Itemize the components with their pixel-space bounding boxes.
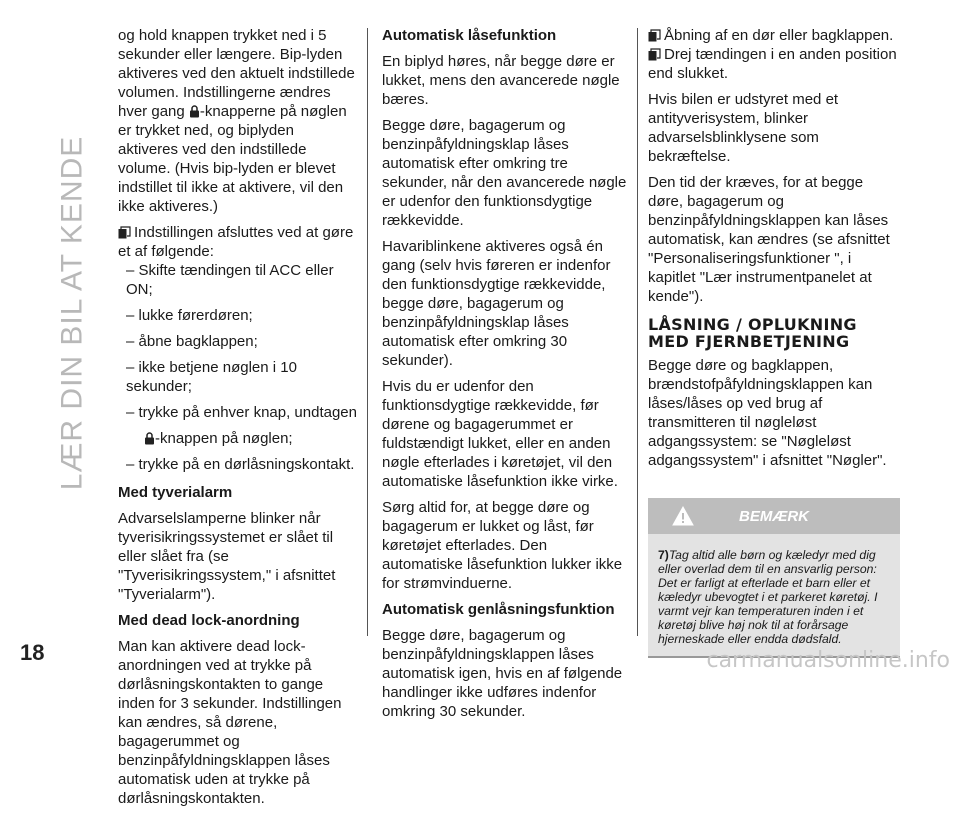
warning-icon xyxy=(672,506,694,526)
note-body xyxy=(648,534,900,658)
column-3 xyxy=(648,26,900,658)
note-text: Tag altid alle børn og kæledyr med dig eller overlad dem til en ansvarlig person: Det er farligt at efterlade et barn eller et kæledyr ubevogtet i et parkeret køretøj. I varmt vejr kan temperaturen inden i et køretøj blive høj nok til at forårsage hjerneskade eller endda dødsfald. xyxy=(658,548,878,646)
page-number: 18 xyxy=(20,640,45,665)
column-divider xyxy=(637,28,638,636)
paragraph: Man kan aktivere dead lock-anordningen ved at trykke på dørlåsningskontakten to gange inden for 3 sekunder. Indstillingen kan ændres, så dørene, bagagerummet og benzinpåfyldningsklappen låses automatisk uden at trykke på dørlåsningskontakten. xyxy=(118,638,342,807)
section-title: LÅSNING / OPLUKNING MED FJERNBETJENING xyxy=(648,315,857,351)
note-title: BEMÆRK xyxy=(739,507,809,525)
lock-icon xyxy=(189,105,200,118)
list-item: – Skifte tændingen til ACC eller ON; xyxy=(126,262,334,298)
subheading: Automatisk låsefunktion xyxy=(382,27,557,44)
list-item: – trykke på enhver knap, undtagen xyxy=(126,404,357,421)
checkbox-bullet-icon xyxy=(648,48,661,61)
paragraph: Begge døre, bagagerum og benzinpåfyldningsklappen låses automatisk igen, hvis en af følgende handlinger ikke udføres indenfor omkring 30 sekunder. xyxy=(382,627,623,720)
subheading: Med tyverialarm xyxy=(118,484,233,501)
list-item: -knappen på nøglen; xyxy=(118,429,358,448)
lock-icon xyxy=(144,432,155,445)
paragraph: Advarselslamperne blinker når tyverisikringssystemet er slået til eller slået fra (se "Tyverisikringssystem," i afsnittet "Tyverialarm"). xyxy=(118,510,336,603)
paragraph: Begge døre, bagagerum og benzinpåfyldningsklap låses automatisk efter omkring tre sekunder, når den avancerede nøgle er udenfor den funktionsdygtige rækkevidde. xyxy=(382,117,627,229)
list-item: – trykke på en dørlåsningskontakt. xyxy=(126,456,355,473)
paragraph: Den tid der kræves, for at begge døre, bagagerum og benzinpåfyldningsklappen kan låses automatisk, kan ændres (se afsnittet "Personaliseringsfunktioner ", i kapitlet "Lær instrumentpanelet at kende"). xyxy=(648,174,890,305)
chapter-side-title: LÆR DIN BIL AT KENDE xyxy=(55,135,89,491)
bullet-item: Åbning af en dør eller bagklappen. xyxy=(648,26,900,45)
paragraph: og hold knappen trykket ned i 5 sekunder eller længere. Bip-lyden aktiveres ved den aktuelt indstillede volumen. Indstillingerne ændres hver gang -knapperne på nøglen er trykket ned, og biplyden aktiveres ved den indstillede volume. (Hvis bip-lyden er blevet indstillet til ikke at aktivere, vil den ikke aktiveres.) xyxy=(118,27,355,215)
paragraph: Hvis du er udenfor den funktionsdygtige rækkevidde, før dørene og bagagerummet er fuldstændigt lukket, eller en anden nøgle efterlades i køretøjet, vil den automatiske låsefunktion ikke virke. xyxy=(382,378,618,490)
list-item: – åbne bagklappen; xyxy=(126,333,258,350)
paragraph: Hvis bilen er udstyret med et antityverisystem, blinker advarselsblinklysene som bekræftelse. xyxy=(648,91,839,165)
paragraph: Sørg altid for, at begge døre og bagagerum er lukket og låst, før køretøjet efterlades. Den automatiske låsefunktion lukker ikke for strømvinduerne. xyxy=(382,499,623,592)
column-divider xyxy=(367,28,368,636)
checkbox-bullet-icon xyxy=(648,29,661,42)
note-number: 7) xyxy=(658,548,669,562)
watermark: carmanualsonline.info xyxy=(706,648,950,673)
paragraph: Begge døre og bagklappen, brændstofpåfyldningsklappen kan låses/låses op ved brug af transmitteren til nøgleløst adgangssystem: se "Nøgleløst adgangssystem" i afsnittet "Nøgler". xyxy=(648,357,887,469)
list-item: – ikke betjene nøglen i 10 sekunder; xyxy=(126,359,297,395)
checkbox-bullet-icon xyxy=(118,226,131,239)
bullet-item: Drej tændingen i en anden position end slukket. xyxy=(648,46,897,82)
column-2 xyxy=(382,26,630,728)
subheading: Automatisk genlåsningsfunktion xyxy=(382,601,615,618)
note-header xyxy=(648,498,900,534)
paragraph: En biplyd høres, når begge døre er lukket, mens den avancerede nøgle bæres. xyxy=(382,53,620,108)
column-1 xyxy=(118,26,358,815)
paragraph: Havariblinkene aktiveres også én gang (selv hvis føreren er indenfor den funktionsdygtige rækkevidde, begge døre, bagagerum og benzinpåfyldningsklap låses automatisk efter omkring 30 sekunder). xyxy=(382,238,611,369)
paragraph: Indstillingen afsluttes ved at gøre et af følgende: xyxy=(118,224,354,260)
list-item: – lukke førerdøren; xyxy=(126,307,253,324)
subheading: Med dead lock-anordning xyxy=(118,612,300,629)
